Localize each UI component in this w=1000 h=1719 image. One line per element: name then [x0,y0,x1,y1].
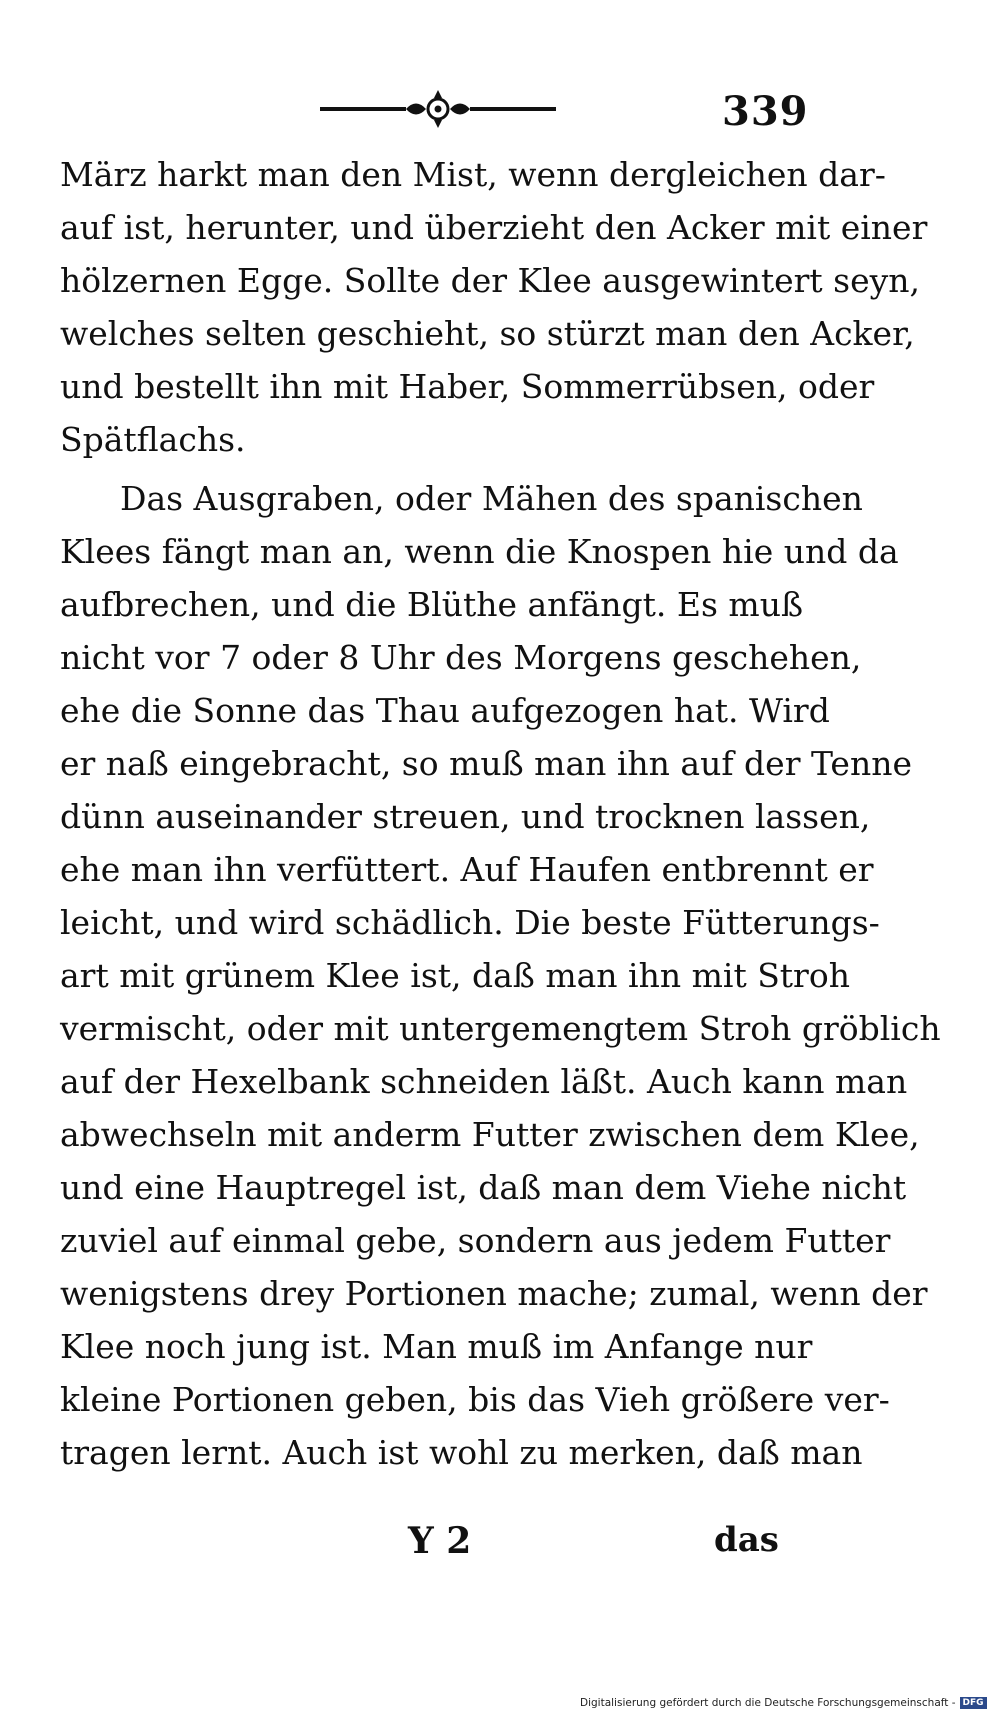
dfg-logo: DFG [960,1697,987,1709]
text-line: März harkt man den Mist, wenn dergleichen dar- [60,155,886,194]
signature-mark: Y 2 [408,1520,472,1562]
text-line: aufbrechen, und die Blüthe anfängt. Es muß [60,585,804,624]
text-line: Klee noch jung ist. Man muß im Anfange nur [60,1327,813,1366]
text-line: auf der Hexelbank schneiden läßt. Auch kann man [60,1062,908,1101]
header-ornament [318,88,558,128]
text-line: kleine Portionen geben, bis das Vieh größere ver- [60,1380,890,1419]
page-number: 339 [722,88,809,135]
text-line: nicht vor 7 oder 8 Uhr des Morgens geschehen, [60,638,862,677]
text-line: zuviel auf einmal gebe, sondern aus jedem Futter [60,1221,891,1260]
body-text [60,148,941,1479]
text-line: und eine Hauptregel ist, daß man dem Viehe nicht [60,1168,907,1207]
catchword: das [714,1520,779,1560]
text-line: abwechseln mit anderm Futter zwischen dem Klee, [60,1115,920,1154]
text-line: Spätflachs. [60,420,246,459]
text-line: ehe die Sonne das Thau aufgezogen hat. Wird [60,691,830,730]
credit-text: Digitalisierung gefördert durch die Deutsche Forschungsgemeinschaft - [580,1697,956,1709]
text-line: Das Ausgraben, oder Mähen des spanischen [120,479,863,518]
text-line: welches selten geschieht, so stürzt man den Acker, [60,314,915,353]
text-line: leicht, und wird schädlich. Die beste Fütterungs- [60,903,880,942]
text-line: wenigstens drey Portionen mache; zumal, wenn der [60,1274,928,1313]
text-line: er naß eingebracht, so muß man ihn auf der Tenne [60,744,912,783]
text-line: ehe man ihn verfüttert. Auf Haufen entbrennt er [60,850,874,889]
text-line: tragen lernt. Auch ist wohl zu merken, daß man [60,1433,863,1472]
text-line: dünn auseinander streuen, und trocknen lassen, [60,797,871,836]
text-line: Klees fängt man an, wenn die Knospen hie und da [60,532,899,571]
text-line: auf ist, herunter, und überzieht den Acker mit einer [60,208,928,247]
text-line: hölzernen Egge. Sollte der Klee ausgewintert seyn, [60,261,921,300]
text-line: vermischt, oder mit untergemengtem Stroh gröblich [60,1009,941,1048]
text-line: art mit grünem Klee ist, daß man ihn mit Stroh [60,956,850,995]
digitization-credit [580,1697,987,1709]
text-line: und bestellt ihn mit Haber, Sommerrübsen, oder [60,367,875,406]
